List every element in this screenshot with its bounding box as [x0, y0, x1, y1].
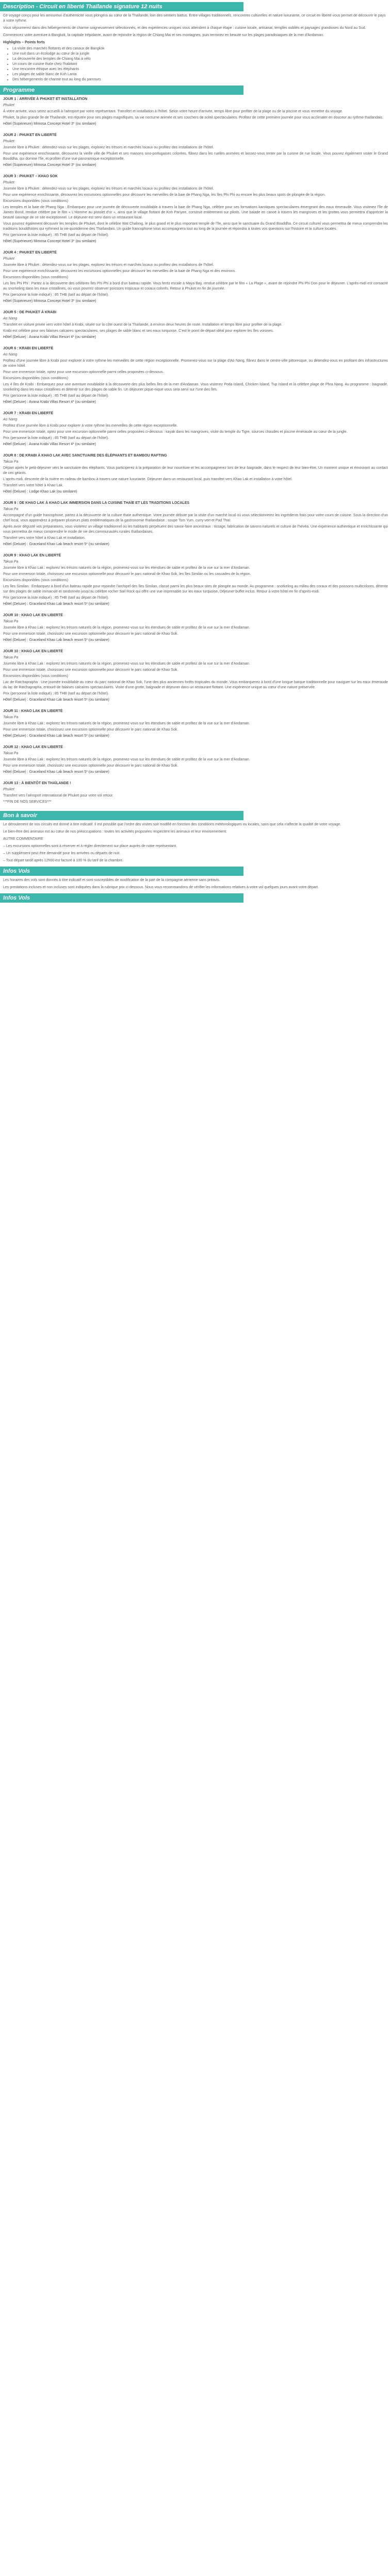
- day-paragraph: Prix (personne la liste indiqué) : 85 THB (tarif au départ de l'hôtel).: [3, 293, 109, 297]
- day-title: JOUR 4 : PHUKET EN LIBERTÉ: [3, 251, 57, 255]
- day-title: JOUR 7 : KRABI EN LIBERTÉ: [3, 412, 54, 415]
- infos-vols-paragraph: Les prestations incluses et non incluses sont indiquées dans la rubrique prix ci-dessous. Nous vous recommandons de vérifier les informations relatives à votre vol quelques jours avant votre départ.: [3, 886, 319, 889]
- programme-day: [3, 411, 388, 447]
- bon-a-savoir-paragraph: – Un supplément peut être demandé pour les arrivées ou départs de nuit.: [3, 852, 121, 855]
- infos-vols-paragraph: Les horaires des vols sont donnés à titre indicatif et sont susceptibles de modification de la part de la compagnie aérienne sans préavis.: [3, 878, 220, 882]
- day-paragraph: Départ après le petit-déjeuner vers le sanctuaire des éléphants. Vous participerez à la préparation de leur nourriture et les accompagnerez lors de leur baignade, dans le respect de leur bien-être. Un moment unique et émouvant au contact de ces géants.: [3, 466, 388, 475]
- day-paragraph: Pour une expérience enrichissante, découvrez les excursions optionnelles pour découvrir les merveilles de la baie de Phang Nga et des environs.: [3, 269, 236, 273]
- programme-day: [3, 649, 388, 703]
- day-paragraph: Transfert vers l'aéroport international de Phuket pour votre vol retour.: [3, 794, 113, 798]
- day-location: Phuket: [3, 181, 14, 184]
- day-paragraph: Journée libre à Khao Lak : explorez les trésors naturels de la région, promenez-vous sur les étendues de sable et profitez de la vue sur la mer d'Andaman.: [3, 722, 250, 725]
- day-title: JOUR 1 : ARRIVÉE À PHUKET ET INSTALLATION: [3, 97, 88, 101]
- day-paragraph: Pour une immersion totale, optez pour une excursion optionnelle parmi celles proposées ci-dessous.: [3, 370, 164, 374]
- day-paragraph: Phuket, la plus grande île de Thaïlande, est réputée pour ses plages magnifiques, sa vie nocturne animée et ses couchers de soleil spectaculaires. Profitez de cette première journée pour vous acclimater en douceur au rythme thaïlandais.: [3, 116, 383, 120]
- day-paragraph: Transfert vers votre hôtel à Khao Lak et installation.: [3, 536, 86, 540]
- programme-day: [3, 453, 388, 495]
- day-paragraph: Transfert en voiture privée vers votre hôtel à Krabi, située sur la côte ouest de la Thaïlande, à environ deux heures de route. Installation et temps libre pour profiter de la plage.: [3, 323, 283, 327]
- day-hotel: Hôtel (Deluxe) : Avana Krabi Villas Resort 4* (ou similaire): [3, 335, 96, 339]
- day-hotel: Hôtel (Deluxe) : Graceland Khao Lak beach resort 5* (ou similaire): [3, 770, 109, 774]
- day-paragraph: Profitez d'une journée libre à Krabi pour explorer à votre rythme les merveilles de cette région exceptionnelle.: [3, 424, 178, 428]
- intro-section: [0, 13, 391, 82]
- day-hotel: Hôtel (Deluxe) : Avana Krabi Villas Resort 4* (ou similaire): [3, 443, 96, 446]
- day-location: Takua Pa: [3, 560, 19, 564]
- highlight-item: • Des hébergements de charme tout au long du parcours: [12, 77, 388, 82]
- day-paragraph: L'après-midi, descente de la rivière en radeau de bambou à travers une nature luxuriante. Déjeuner dans un restaurant local, puis transfert vers Khao Lak et installation à votre hôtel.: [3, 478, 292, 481]
- programme-day: [3, 97, 388, 127]
- day-hotel: Hôtel (Supérieure) Mimosa Concept Hotel 3* (ou similaire): [3, 122, 96, 126]
- day-paragraph: Après avoir dégusté vos préparations, vous visiterez un village traditionnel où les habitants perpétuent des savoir-faire ancestraux : tissage, fabrication de savons naturels et culture de l'hévéa. Une expérience authentique et enrichissante qui vous permettra de mieux comprendre le mode de vie des communautés rurales thaïlandaises.: [3, 525, 388, 534]
- day-paragraph: Prix (personne la liste indiqué) : 85 THB (tarif au départ de l'hôtel).: [3, 596, 109, 600]
- day-title: JOUR 9 : DE KHAO LAK À KHAO LAK IMMERSION DANS LA CUISINE THAÏE ET LES TRADITIONS LOCALES: [3, 501, 190, 505]
- day-title: JOUR 13 : À BIENTÔT EN THAÏLANDE !: [3, 782, 71, 785]
- day-title: JOUR 2 : PHUKET EN LIBERTÉ: [3, 133, 57, 137]
- programme-day: [3, 501, 388, 547]
- day-title: JOUR 6 : KRABI EN LIBERTÉ: [3, 347, 54, 350]
- day-hotel: Hôtel (Deluxe) : Graceland Khao Lak beach resort 5* (ou similaire): [3, 602, 109, 606]
- day-location: Takua Pa: [3, 656, 19, 659]
- highlight-item: • Les plages de sable blanc de Koh Lanta: [12, 72, 388, 77]
- programme-day: [3, 613, 388, 643]
- day-paragraph: Les îles Phi Phi : Partez à la découverte des célèbres îles Phi Phi à bord d'un bateau rapide. Vous ferez escale à Maya Bay, rendue célèbre par le film « La Plage », avant de rejoindre Phi Phi Don pour le déjeuner. L'après-midi est consacré au snorkeling dans les eaux cristallines, où vous pourrez observer poissons tropicaux et coraux colorés. Retour à Phuket en fin de journée.: [3, 282, 388, 291]
- day-location: Takua Pa: [3, 752, 19, 755]
- day-paragraph: Journée libre à Phuket : détendez-vous sur les plages, explorez les trésors et marchés locaux ou profitez des installations de l'hôtel.: [3, 187, 214, 191]
- day-hotel: Hôtel (Deluxe) : Avana Krabi Villas Resort 4* (ou similaire): [3, 400, 96, 404]
- day-hotel: Hôtel (Deluxe) : Lodge Khao Lak (ou similaire): [3, 490, 77, 494]
- day-hotel: Hôtel (Deluxe) : Graceland Khao Lak beach resort 5* (ou similaire): [3, 734, 109, 738]
- day-location: Takua Pa: [3, 620, 19, 623]
- day-location: Ao Nang: [3, 317, 18, 320]
- day-paragraph: Journée libre à Khao Lak : explorez les trésors naturels de la région, promenez-vous sur les étendues de sable et profitez de la vue sur la mer d'Andaman.: [3, 626, 250, 630]
- programme-day: [3, 781, 388, 805]
- day-paragraph: Les temples et la baie de Phang Nga : Embarquez pour une journée de découverte inoubliable à travers la baie de Phang Nga, célèbre pour ses formations karstiques spectaculaires émergeant des eaux émeraude. Vous visiterez l'île de James Bond, rendue célèbre par le film « L'Homme au pistolet d'or », ainsi que le village flottant de Koh Panyee, construit entièrement sur pilotis. Une balade en canoë à travers les mangroves et les grottes vous permettra d'apprécier la beauté sauvage de ce site exceptionnel. Le déjeuner est servi dans un restaurant local.: [3, 206, 388, 219]
- day-paragraph: Excursions disponibles (sous conditions): [3, 276, 69, 279]
- footer-heading: Infos Vols: [0, 893, 243, 903]
- day-paragraph: À votre arrivée, vous serez accueilli à l'aéroport par votre représentant. Transfert et installation à l'hôtel. Selon votre heure d'arrivée, temps libre pour profiter de la plage ou de la piscine et vous remettre du voyage.: [3, 110, 343, 113]
- day-paragraph: Excursions disponibles (sous conditions): [3, 579, 69, 582]
- day-title: JOUR 11 : KHAO LAK EN LIBERTÉ: [3, 709, 63, 713]
- day-paragraph: Journée libre à Khao Lak : explorez les trésors naturels de la région, promenez-vous sur les étendues de sable et profitez de la vue sur la mer d'Andaman.: [3, 662, 250, 666]
- day-paragraph: Excursions disponibles (sous conditions): [3, 199, 69, 203]
- day-location: Takua Pa: [3, 507, 19, 511]
- highlight-item: • Une nuit dans un écolodge au cœur de la jungle: [12, 52, 388, 57]
- day-location: Takua Pa: [3, 460, 19, 464]
- programme-day: [3, 133, 388, 168]
- day-paragraph: Lac de Ratchaprapha : Une journée inoubliable au cœur du parc national de Khao Sok, l'une des plus anciennes forêts tropicales du monde. Vous embarquerez à bord d'une longue barque traditionnelle pour naviguer sur les eaux émeraude du lac de Ratchaprapha, entouré de falaises calcaires spectaculaires. Visite d'une grotte, baignade et déjeuner dans un restaurant flottant. Une expérience unique au cœur d'une nature préservée.: [3, 681, 388, 689]
- intro-paragraph: Commencez votre aventure à Bangkok, la capitale trépidante, avant de rejoindre la région de Chiang Mai et ses montagnes, puis terminez en beauté sur les plages paradisiaques de la mer d'Andaman.: [3, 33, 324, 37]
- day-paragraph: Transfert vers votre hôtel à Khao Lak.: [3, 484, 63, 487]
- day-location: Ao Nang: [3, 418, 18, 421]
- bon-a-savoir-paragraph: AUTRE COMMENTAIRE: [3, 837, 43, 841]
- description-heading: Description - Circuit en liberté Thaïlande signature 12 nuits: [0, 2, 243, 11]
- bon-a-savoir-paragraph: Le bien-être des animaux est au cœur de nos préoccupations : toutes les activités proposées respectent les animaux et leur environnement.: [3, 830, 227, 834]
- day-paragraph: Prix (personne la liste indiqué) : 85 THB (tarif au départ de l'hôtel).: [3, 394, 109, 398]
- day-paragraph: Pour une immersion totale, optez pour une excursion optionnelle parmi celles proposées ci-dessous : kayak dans les mangroves, visite du temple du Tigre, sources chaudes et piscine émeraude au cœur de la jungle.: [3, 430, 348, 434]
- day-hotel: Hôtel (Deluxe) : Graceland Khao Lak beach resort 5* (ou similaire): [3, 698, 109, 702]
- programme-day: [3, 174, 388, 244]
- day-paragraph: Les îles Similan : Embarquez à bord d'un bateau rapide pour rejoindre l'archipel des îles Similan, classé parmi les plus beaux sites de plongée au monde. Au programme : snorkeling au milieu des coraux et des poissons multicolores, détente sur des plages de sable immaculé et randonnée jusqu'au célèbre rocher Sail Rock qui offre une vue imprenable sur les eaux turquoise. Déjeuner buffet inclus. Retour à votre hôtel en fin d'après-midi.: [3, 585, 388, 594]
- programme-day: [3, 745, 388, 775]
- day-paragraph: Pour une expérience enrichissante, découvrez la vieille ville de Phuket et ses maisons sino-portugaises colorées, flânez dans les ruelles animées et laissez-vous tenter par la cuisine de rue locale. Vous pouvez également visiter le Grand Bouddha, qui domine l'île, et profiter d'une vue panoramique exceptionnelle.: [3, 152, 388, 161]
- highlight-item: • La visite des marchés flottants et des canaux de Bangkok: [12, 46, 388, 52]
- highlight-item: • La découverte des temples de Chiang Mai à vélo: [12, 57, 388, 62]
- programme-day: [3, 553, 388, 607]
- highlights-title: Highlights – Points forts: [3, 41, 45, 44]
- day-hotel: Hôtel (Supérieure) Mimosa Concept Hotel 3* (ou similaire): [3, 299, 96, 303]
- day-paragraph: Profitez d'une journée libre à Krabi pour explorer à votre rythme les merveilles de cette région exceptionnelle. Promenez-vous sur la plage d'Ao Nang, flânez dans le centre-ville pittoresque, ou détendez-vous en profitant des infrastructures de votre hôtel.: [3, 359, 388, 368]
- day-location: Takua Pa: [3, 716, 19, 719]
- day-paragraph: Pour une immersion totale, choisissez une excursion optionnelle pour découvrir le parc national de Khao Sok.: [3, 764, 178, 768]
- day-location: Phuket: [3, 788, 14, 791]
- day-paragraph: Pour une immersion totale, choisissez une excursion optionnelle pour découvrir le parc national de Khao Sok.: [3, 668, 178, 672]
- day-paragraph: Journée libre à Khao Lak : explorez les trésors naturels de la région, promenez-vous sur les étendues de sable et profitez de la vue sur la mer d'Andaman.: [3, 758, 250, 761]
- day-paragraph: Krabi est célèbre pour ses falaises calcaires spectaculaires, ses plages de sable blanc et ses eaux turquoise. C'est le point de départ idéal pour explorer les îles voisines.: [3, 329, 274, 333]
- day-hotel: Hôtel (Supérieure) Mimosa Concept Hotel 3* (ou similaire): [3, 163, 96, 167]
- programme-day: [3, 310, 388, 340]
- day-paragraph: Pour une immersion totale, choisissez une excursion optionnelle pour découvrir le parc national de Khao Sok.: [3, 632, 178, 636]
- day-location: Ao Nang: [3, 353, 18, 357]
- programme-day: [3, 709, 388, 739]
- day-title: JOUR 10 : KHAO LAK EN LIBERTÉ: [3, 650, 63, 653]
- programme-heading: Programme: [0, 86, 243, 95]
- bon-a-savoir-heading: Bon à savoir: [0, 811, 243, 820]
- day-title: JOUR 10 : KHAO LAK EN LIBERTÉ: [3, 614, 63, 617]
- day-paragraph: Journée libre à Phuket : détendez-vous sur les plages, explorez les trésors et marchés locaux ou profitez des installations de l'hôtel.: [3, 263, 214, 267]
- highlight-item: • Une rencontre éthique avec les éléphants: [12, 67, 388, 72]
- bon-a-savoir-paragraph: Le déroulement de nos circuits est donné à titre indicatif. Il est possible que l'ordre des visites soit modifié en fonction des conditions météorologiques ou locales, sans que cela n'affecte la qualité de votre voyage.: [3, 823, 341, 826]
- day-paragraph: Pour une immersion totale, choisissez une excursion optionnelle pour découvrir le parc national de Khao Sok.: [3, 728, 178, 732]
- day-title: JOUR 9 : KHAO LAK EN LIBERTÉ: [3, 554, 61, 557]
- highlights-list: [3, 46, 388, 82]
- day-paragraph: Excursions disponibles (sous conditions): [3, 674, 69, 678]
- day-paragraph: Prix (personne la liste indiqué) : 85 THB (tarif au départ de l'hôtel).: [3, 233, 109, 237]
- highlight-item: • Un cours de cuisine thaïe chez l'habitant: [12, 62, 388, 67]
- day-paragraph: Prix (personne la liste indiqué) : 85 THB (tarif au départ de l'hôtel).: [3, 436, 109, 440]
- bon-a-savoir-paragraph: – Les excursions optionnelles sont à réserver et à régler directement sur place auprès de notre représentant.: [3, 844, 177, 848]
- programme-day: [3, 250, 388, 304]
- day-paragraph: Journée libre à Khao Lak : explorez les trésors naturels de la région, promenez-vous sur les étendues de sable et profitez de la vue sur la mer d'Andaman.: [3, 566, 250, 570]
- day-location: Phuket: [3, 140, 14, 143]
- bon-a-savoir-section: [0, 822, 391, 863]
- day-title: JOUR 5 : DE PHUKET À KRABI: [3, 311, 57, 314]
- day-location: Phuket: [3, 257, 14, 261]
- day-paragraph: Les 4 îles de Krabi : Embarquez pour une aventure inoubliable à la découverte des plus belles îles de la mer d'Andaman. Vous visiterez Poda Island, Chicken Island, Tup Island et la célèbre plage de Phra Nang. Au programme : baignade, snorkeling dans les eaux cristallines et détente sur des plages de sable fin. Un déjeuner pique-nique vous sera servi sur l'une des îles.: [3, 383, 388, 392]
- day-paragraph: Vous pourrez également découvrir les temples de Phuket, dont le célèbre Wat Chalong, le plus grand et le plus important temple de l'île, ainsi que le sanctuaire du Grand Bouddha. Ce circuit culturel vous permettra de mieux comprendre les traditions bouddhistes qui rythment la vie quotidienne des Thaïlandais. Un guide francophone vous accompagnera tout au long de la journée et répondra à toutes vos questions sur l'histoire et la culture locales.: [3, 222, 388, 231]
- day-paragraph: Journée libre à Phuket : détendez-vous sur les plages, explorez les trésors et marchés locaux ou profitez des installations de l'hôtel.: [3, 146, 214, 149]
- programme-days: [0, 97, 391, 805]
- footer-spacer: [0, 905, 391, 925]
- day-hotel: Hôtel (Deluxe) : Graceland Khao Lak beach resort 5* (ou similaire): [3, 543, 109, 546]
- day-paragraph: Pour une immersion totale, choisissez une excursion optionnelle pour découvrir le parc national de Khao Sok, les îles Similan ou les cascades de la région.: [3, 572, 251, 576]
- day-hotel: Hôtel (Deluxe) : Graceland Khao Lak beach resort 5* (ou similaire): [3, 638, 109, 642]
- intro-paragraph: Vous séjournerez dans des hébergements de charme soigneusement sélectionnés, et des expériences uniques vous attendent à chaque étape : cuisine locale, artisanat, temples oubliés et paysages grandioses du Nord au Sud.: [3, 26, 366, 30]
- day-title: JOUR 8 : DE KRABI À KHAO LAK AVEC SANCTUAIRE DES ÉLÉPHANTS ET BAMBOU RAFTING: [3, 454, 167, 457]
- programme-day: [3, 346, 388, 405]
- infos-vols-section: [0, 878, 391, 890]
- intro-paragraph: Ce voyage conçu pour les amoureux d'authenticité vous plongera au cœur de la Thaïlande, loin des sentiers battus. Entre villages traditionnels, rencontres culturelles et nature luxuriante, ce circuit en liberté vous permet de découvrir le pays à votre rythme.: [3, 14, 386, 23]
- day-paragraph: Accompagné d'un guide francophone, partez à la découverte de la culture thaïe authentique. Votre journée débute par la visite d'un marché local où vous sélectionnerez les ingrédients frais pour votre cours de cuisine. Sous la direction d'un chef local, vous apprendrez à préparer plusieurs plats emblématiques de la gastronomie thaïlandaise : soupe Tom Yum, curry vert et Pad Thaï.: [3, 514, 388, 522]
- day-paragraph: ***FIN DE NOS SERVICES***: [3, 800, 52, 804]
- day-location: Phuket: [3, 104, 14, 107]
- day-paragraph: Pour une expérience enrichissante, découvrez les excursions optionnelles pour découvrir les merveilles de la baie de Phang Nga, les îles Phi Phi ou encore les plus beaux spots de plongée de la région.: [3, 193, 325, 197]
- bon-a-savoir-paragraph: – Tout départ tardif après 12h00 est facturé à 100 % du tarif de la chambre.: [3, 859, 123, 862]
- infos-vols-heading: Infos Vols: [0, 867, 243, 876]
- day-title: JOUR 3 : PHUKET – KHAO SOK: [3, 175, 58, 178]
- day-paragraph: Excursions disponibles (sous conditions): [3, 377, 69, 380]
- day-hotel: Hôtel (Supérieure) Mimosa Concept Hotel 3* (ou similaire): [3, 240, 96, 243]
- day-paragraph: Prix (personne la liste indiqué) : 85 THB (tarif au départ de l'hôtel).: [3, 692, 109, 696]
- day-title: JOUR 12 : KHAO LAK EN LIBERTÉ: [3, 745, 63, 749]
